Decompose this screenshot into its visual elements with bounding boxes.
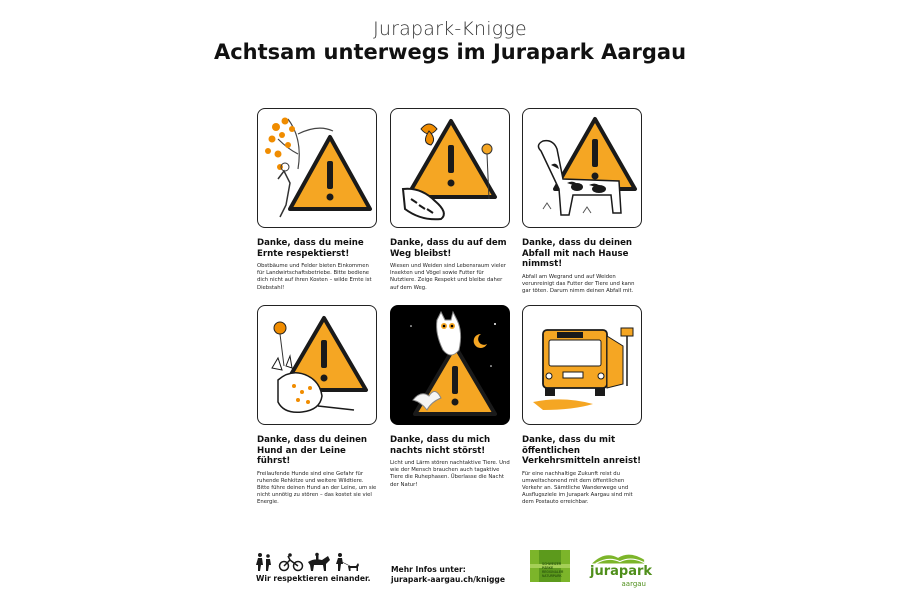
page-kicker: Jurapark-Knigge [373, 18, 527, 40]
more-info-link[interactable]: jurapark-aargau.ch/knigge [391, 575, 505, 584]
card-title: Danke, dass du mich nachts nicht störst! [390, 435, 491, 456]
footer-slogan: Wir respektieren einander. [256, 574, 371, 583]
fawn-icon [258, 306, 376, 424]
orchard-harvest-icon [258, 109, 376, 227]
card-illustration [522, 305, 642, 425]
card-litter [522, 108, 642, 295]
card-stay-on-path [390, 108, 510, 292]
cow-litter-icon [523, 109, 641, 227]
card-title: Danke, dass du mit öffentlichen Verkehrsmitteln anreist! [522, 435, 642, 466]
footer-respect [256, 552, 376, 583]
postbus-icon [523, 306, 641, 424]
card-illustration [257, 305, 377, 425]
card-text: Abfall am Wegrand und auf Weiden verunreinigt das Futter der Tiere und kann gar töten. Darum nimm deinen Abfall mit. [522, 273, 635, 294]
card-title: Danke, dass du meine Ernte respektierst! [257, 238, 364, 259]
page-title: Achtsam unterwegs im Jurapark Aargau [213, 40, 687, 64]
footer-icon-row [256, 552, 376, 572]
card-title: Danke, dass du deinen Hund an der Leine führst! [257, 435, 368, 466]
card-text: Licht und Lärm stören nachtaktive Tiere. Und wie der Mensch brauchen auch tagaktive Tiere die Ruhephasen. Überlasse die Nacht der Natur! [390, 460, 510, 488]
horse-rider-icon [308, 553, 330, 571]
card-dog-leash [257, 305, 377, 507]
card-illustration [257, 108, 377, 228]
owl-bat-night-icon [391, 306, 509, 424]
card-text: Wiesen und Weiden sind Lebensraum vieler Insekten und Vögel sowie Futter für Nutztiere. Zeige Respekt und bleibe daher auf dem Weg. [390, 263, 506, 291]
card-harvest [257, 108, 377, 292]
regional-park-logo-text: SCHWEIZER PÄRKE REGIONALER NATURPARK [542, 562, 564, 578]
footer-info [391, 565, 521, 585]
card-night [390, 305, 510, 489]
hikers-icon [256, 552, 361, 572]
card-text: Freilaufende Hunde sind eine Gefahr für ruhende Rehkitze und weitere Wildtiere. Bitte führe deinen Hund an der Leine, um sie nicht unnötig zu stören – das kostet sie viel Energie. [257, 470, 377, 506]
jurapark-logo-sub: aargau [621, 580, 646, 588]
card-title: Danke, dass du auf dem Weg bleibst! [390, 238, 507, 259]
card-illustration [390, 108, 510, 228]
card-illustration [390, 305, 510, 425]
cyclist-icon [280, 556, 303, 571]
jurapark-logo [590, 548, 653, 588]
card-illustration [522, 108, 642, 228]
card-public-transport [522, 305, 642, 507]
more-info-label: Mehr Infos unter: [391, 565, 466, 574]
card-title: Danke, dass du deinen Abfall mit nach Hause nimmst! [522, 238, 633, 269]
dog-walker-icon [336, 553, 359, 571]
butterfly-boot-icon [391, 109, 509, 227]
jurapark-logo-name: jurapark [590, 564, 653, 579]
card-text: Obstbäume und Felder bieten Einkommen für Landwirtschaftsbetriebe. Bitte bediene dich nicht auf ihren Kosten – wilde Ernte ist Diebstahl! [257, 263, 372, 291]
card-text: Für eine nachhaltige Zukunft reist du umweltschonend mit dem öffentlichen Verkehr an. Sämtliche Wanderwege und Ausflugsziele im Jurapark Aargau sind mit dem Postauto erreichbar. [522, 470, 633, 506]
